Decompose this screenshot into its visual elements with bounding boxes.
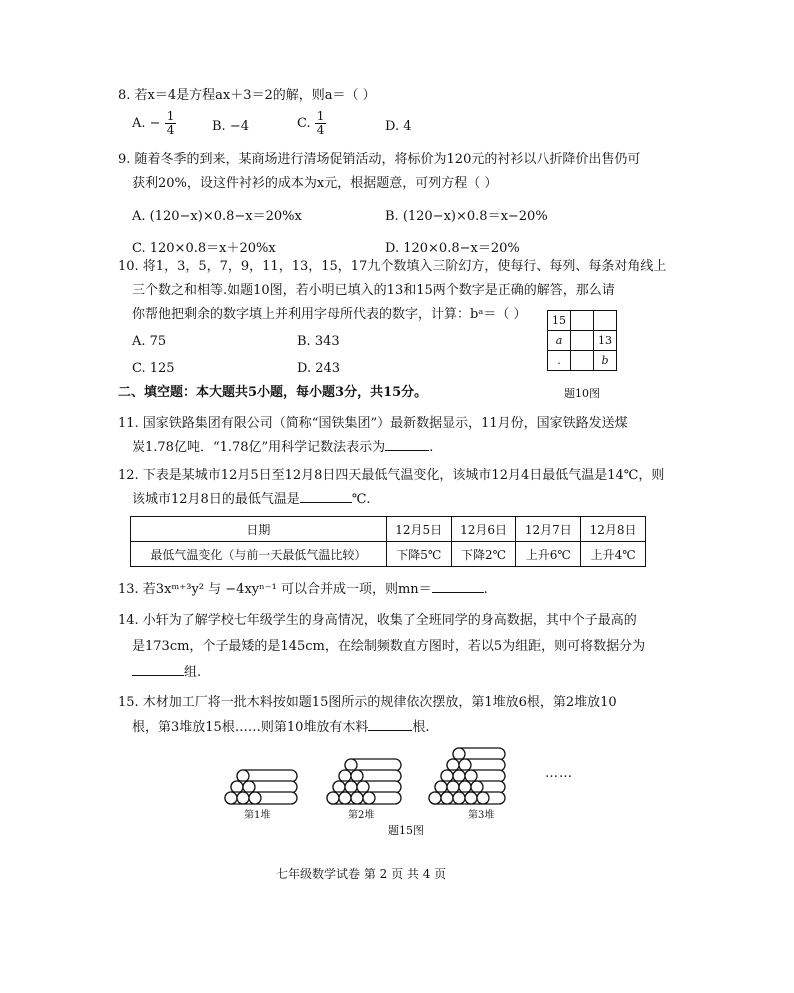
q15-answer-blank	[368, 716, 412, 731]
q8-option-a-sign: −	[149, 116, 161, 131]
pile-label-2: 第2堆	[348, 810, 375, 821]
q12-line-2	[132, 488, 371, 512]
q13-tail: .	[483, 582, 488, 597]
q8-option-c-denominator: 4	[316, 123, 325, 137]
magic-square-cell	[571, 331, 594, 351]
magic-square-cell	[571, 311, 594, 331]
q8-option-b: B. −4	[212, 119, 249, 134]
temperature-table	[130, 516, 646, 567]
q9-option-b: B. (120−x)×0.8＝x−20%	[385, 209, 548, 224]
log-piles-figure	[215, 742, 585, 810]
q13-line	[118, 578, 488, 602]
q10-option-a: A. 75	[132, 334, 167, 349]
magic-square-cell	[571, 351, 594, 371]
table-row	[131, 542, 646, 567]
q15-line-2-tail: 根.	[412, 720, 430, 735]
table-header-cell: 12月7日	[516, 517, 581, 542]
q8-option-a-denominator: 4	[166, 123, 175, 137]
q12-answer-blank	[300, 488, 352, 503]
table-cell: 下降5℃	[386, 542, 451, 567]
q9-option-a: A. (120−x)×0.8−x＝20%x	[132, 209, 302, 224]
q14-line-3	[132, 661, 201, 685]
q9-line-1: 9. 随着冬季的到来，某商场进行清场促销活动，将标价为120元的衬衫以八折降价出售仍可	[118, 152, 641, 167]
q15-line-1: 15. 木材加工厂将一批木料按如题15图所示的规律依次摆放，第1堆放6根，第2堆放10	[118, 695, 617, 710]
figure-10-caption: 题10图	[564, 387, 600, 400]
q8-option-a	[132, 110, 176, 137]
log-pile-3	[429, 748, 505, 804]
magic-square-cell: 13	[594, 331, 617, 351]
magic-square-row	[548, 331, 617, 351]
magic-square-cell: 15	[548, 311, 571, 331]
table-header-cell: 12月6日	[451, 517, 516, 542]
q10-option-c: C. 125	[132, 361, 175, 376]
q11-line-2-text: 炭1.78亿吨．“1.78亿”用科学记数法表示为	[132, 440, 386, 455]
q8-stem: 8. 若x＝4是方程ax＋3＝2的解，则a＝（ ）	[118, 88, 376, 103]
section-2-heading: 二、填空题：本大题共5小题，每小题3分，共15分。	[118, 385, 428, 400]
q10-line-1: 10. 将1，3，5，7，9，11，13，15，17九个数填入三阶幻方，使每行、每列、每条对角线上	[118, 259, 667, 274]
page-footer: 七年级数学试卷 第 2 页 共 4 页	[276, 867, 447, 881]
q8-option-c-numerator: 1	[316, 109, 325, 123]
q9-line-2: 获利20%，设这件衬衫的成本为x元，根据题意，可列方程（ ）	[132, 176, 498, 191]
pile-label-3: 第3堆	[468, 810, 495, 821]
q11-line-2-tail: .	[429, 440, 434, 455]
q11-answer-blank	[385, 436, 429, 451]
table-cell: 最低气温变化（与前一天最低气温比较）	[131, 542, 387, 567]
q8-option-a-label: A.	[132, 116, 146, 131]
q14-line-2: 是173cm，个子最矮的是145cm，在绘制频数直方图时，若以5为组距，则可将数据分为	[132, 639, 646, 654]
magic-square-row	[548, 311, 617, 331]
q8-option-a-fraction	[165, 110, 177, 137]
table-cell: 下降2℃	[451, 542, 516, 567]
q8-option-c-fraction	[315, 110, 327, 137]
magic-square-grid	[547, 310, 617, 371]
q10-line-2: 三个数之和相等.如题10图，若小明已填入的13和15两个数字是正确的解答，那么请	[132, 283, 615, 298]
magic-square-row	[548, 351, 617, 371]
q11-line-1: 11. 国家铁路集团有限公司（简称“国铁集团”）最新数据显示，11月份，国家铁路发送煤	[118, 416, 628, 431]
q10-option-d: D. 243	[297, 361, 341, 376]
table-header-cell: 日期	[131, 517, 387, 542]
q8-option-a-numerator: 1	[166, 109, 175, 123]
magic-square-cell: b	[594, 351, 617, 371]
q15-line-2	[132, 716, 430, 740]
q12-line-2-tail: ℃.	[351, 492, 371, 507]
magic-square-cell	[594, 311, 617, 331]
q8-option-d: D. 4	[385, 119, 412, 134]
q10-line-3: 你帮他把剩余的数字填上并利用字母所代表的数字，计算：bᵃ＝（ ）	[132, 307, 527, 322]
q14-line-1: 14. 小轩为了解学校七年级学生的身高情况，收集了全班同学的身高数据，其中个子最高的	[118, 613, 637, 628]
q8-option-c	[297, 110, 326, 137]
table-cell: 上升6℃	[516, 542, 581, 567]
table-header-cell: 12月8日	[581, 517, 646, 542]
q13-text: 13. 若3xᵐ⁺³y² 与 −4xyⁿ⁻¹ 可以合并成一项，则mn＝	[118, 582, 432, 597]
table-header-cell: 12月5日	[386, 517, 451, 542]
log-piles-ellipsis: ……	[545, 766, 573, 781]
magic-square-cell: .	[548, 351, 571, 371]
pile-label-1: 第1堆	[244, 810, 271, 821]
q11-line-2	[132, 436, 433, 460]
log-pile-2	[327, 759, 401, 804]
log-pile-1	[225, 770, 297, 804]
q15-line-2-text: 根，第3堆放15根……则第10堆放有木料	[132, 720, 369, 735]
q14-answer-blank	[132, 661, 184, 676]
q12-line-2-text: 该城市12月8日的最低气温是	[132, 492, 300, 507]
magic-square-cell: a	[548, 331, 571, 351]
q8-option-c-label: C.	[297, 116, 311, 131]
q12-line-1: 12. 下表是某城市12月5日至12月8日四天最低气温变化，该城市12月4日最低气温是14℃，则	[118, 468, 665, 483]
q9-option-d: D. 120×0.8−x＝20%	[385, 241, 520, 256]
q9-option-c: C. 120×0.8＝x＋20%x	[132, 241, 276, 256]
figure-15-caption: 题15图	[388, 824, 424, 837]
table-cell: 上升4℃	[581, 542, 646, 567]
q10-option-b: B. 343	[297, 334, 340, 349]
q14-tail: 组.	[184, 665, 202, 680]
q13-answer-blank	[432, 578, 484, 593]
table-row	[131, 517, 646, 542]
